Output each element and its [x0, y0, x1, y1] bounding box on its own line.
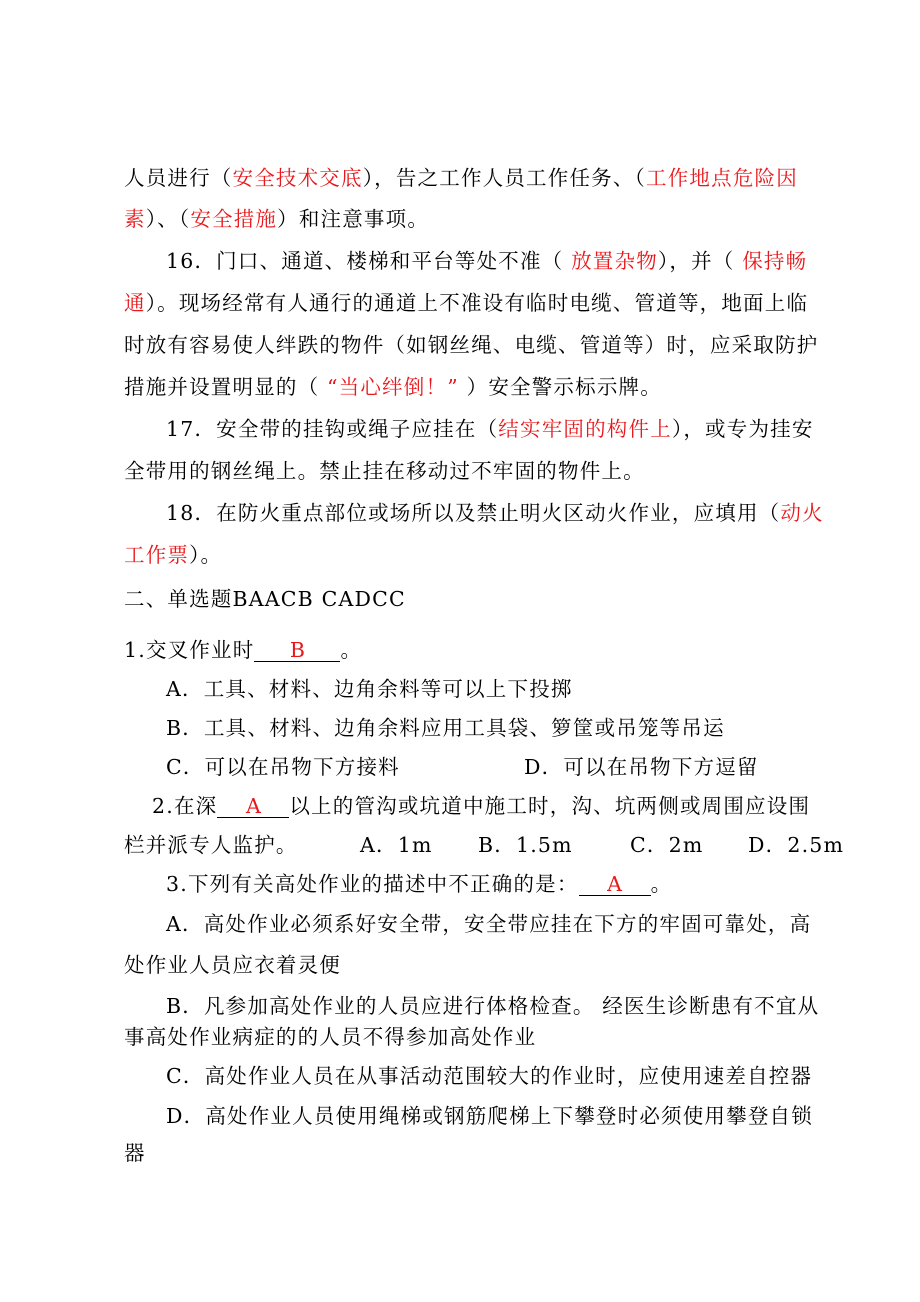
text: 18．在防火重点部位或场所以及禁止明火区动火作业，应填用（	[166, 501, 781, 525]
question-1-option-c: C．可以在吊物下方接料	[166, 755, 400, 779]
section-title: 二、单选题BAACB CADCC	[124, 587, 406, 611]
text: ）。	[189, 543, 223, 567]
question-1-option-d: D．可以在吊物下方逗留	[524, 755, 759, 779]
text: ）安全警示标示牌。	[458, 375, 662, 399]
answer-text: 安全技术交底	[232, 166, 363, 190]
text: ）和注意事项。	[277, 207, 430, 231]
item16-line1	[166, 248, 807, 274]
text: ），并（	[657, 249, 743, 273]
item16-line4	[124, 374, 662, 400]
question-3-stem	[166, 871, 672, 897]
item15-line2	[124, 206, 429, 232]
text: ）。现场经常有人通行的通道上不准设有临时电缆、管道等，地面上临	[145, 291, 809, 315]
text: 全带用的钢丝绳上。禁止挂在移动过不牢固的物件上。	[124, 459, 645, 483]
answer-text: 通	[124, 291, 146, 315]
question-3-option-a-line1: A．高处作业必须系好安全带，安全带应挂在下方的牢固可靠处，高	[166, 912, 812, 936]
item17-line1	[166, 416, 814, 442]
answer-text: 工作地点危险因	[646, 166, 798, 190]
text: ），告之工作人员工作任务、（	[362, 166, 647, 190]
answer-blank: A	[217, 795, 289, 818]
question-3-option-a-line2: 处作业人员应衣着灵便	[124, 953, 341, 977]
question-2-option-a: A．1m	[360, 833, 433, 857]
text: 措施并设置明显的（	[124, 375, 328, 399]
answer-blank: A	[579, 873, 651, 896]
text: ）、（	[145, 207, 191, 231]
question-3-option-b-line1: B．凡参加高处作业的人员应进行体格检查。 经医生诊断患有不宜从	[166, 994, 820, 1018]
question-2-option-b: B．1.5m	[478, 833, 573, 857]
item16-line2	[124, 290, 808, 316]
question-1-stem	[124, 637, 362, 663]
item18-line1	[166, 500, 824, 526]
answer-text: 动火	[780, 501, 824, 525]
question-3-option-d-line1: D．高处作业人员使用绳梯或钢筋爬梯上下攀登时必须使用攀登自锁	[166, 1104, 813, 1128]
text: 2.在深	[152, 794, 218, 818]
text: 3.下列有关高处作业的描述中不正确的是：	[166, 872, 579, 896]
text: 时放有容易使人绊跌的物件（如钢丝绳、电缆、管道等）时，应采取防护	[124, 333, 819, 357]
text: 。	[650, 872, 673, 896]
question-3-option-d-line2: 器	[124, 1141, 146, 1165]
question-2-option-c: C．2m	[630, 833, 704, 857]
answer-text: 安全措施	[190, 207, 278, 231]
answer-text: 结实牢固的构件上	[498, 417, 672, 441]
answer-text: 放置杂物	[571, 249, 658, 273]
question-2-option-d: D．2.5m	[748, 833, 845, 857]
item16-line3	[124, 332, 818, 358]
answer-blank: B	[254, 639, 340, 662]
item15-line1	[124, 165, 798, 191]
text: 。	[340, 638, 363, 662]
question-1-option-a: A．工具、材料、边角余料等可以上下投掷	[166, 677, 573, 701]
answer-text: 保持畅	[742, 249, 808, 273]
answer-text: 素	[124, 207, 146, 231]
text: 16．门口、通道、楼梯和平台等处不准（	[166, 249, 572, 273]
text: ），或专为挂安	[671, 417, 814, 441]
question-3-option-c: C．高处作业人员在从事活动范围较大的作业时，应使用速差自控器	[166, 1064, 813, 1088]
text: 以上的管沟或坑道中施工时，沟、坑两侧或周围应设围	[289, 794, 811, 818]
text: 17．安全带的挂钩或绳子应挂在（	[166, 417, 499, 441]
item18-line2	[124, 542, 222, 568]
item17-line2	[124, 458, 645, 484]
question-2-stem	[152, 793, 810, 819]
answer-text: “当心绊倒！”	[327, 375, 459, 399]
question-1-option-b: B．工具、材料、边角余料应用工具袋、箩筐或吊笼等吊运	[166, 716, 725, 740]
question-2-line2: 栏并派专人监护。	[124, 833, 298, 857]
text: 人员进行（	[124, 166, 233, 190]
text: 1.交叉作业时	[124, 638, 255, 662]
answer-text: 工作票	[124, 543, 190, 567]
question-3-option-b-line2: 事高处作业病症的的人员不得参加高处作业	[124, 1025, 537, 1049]
